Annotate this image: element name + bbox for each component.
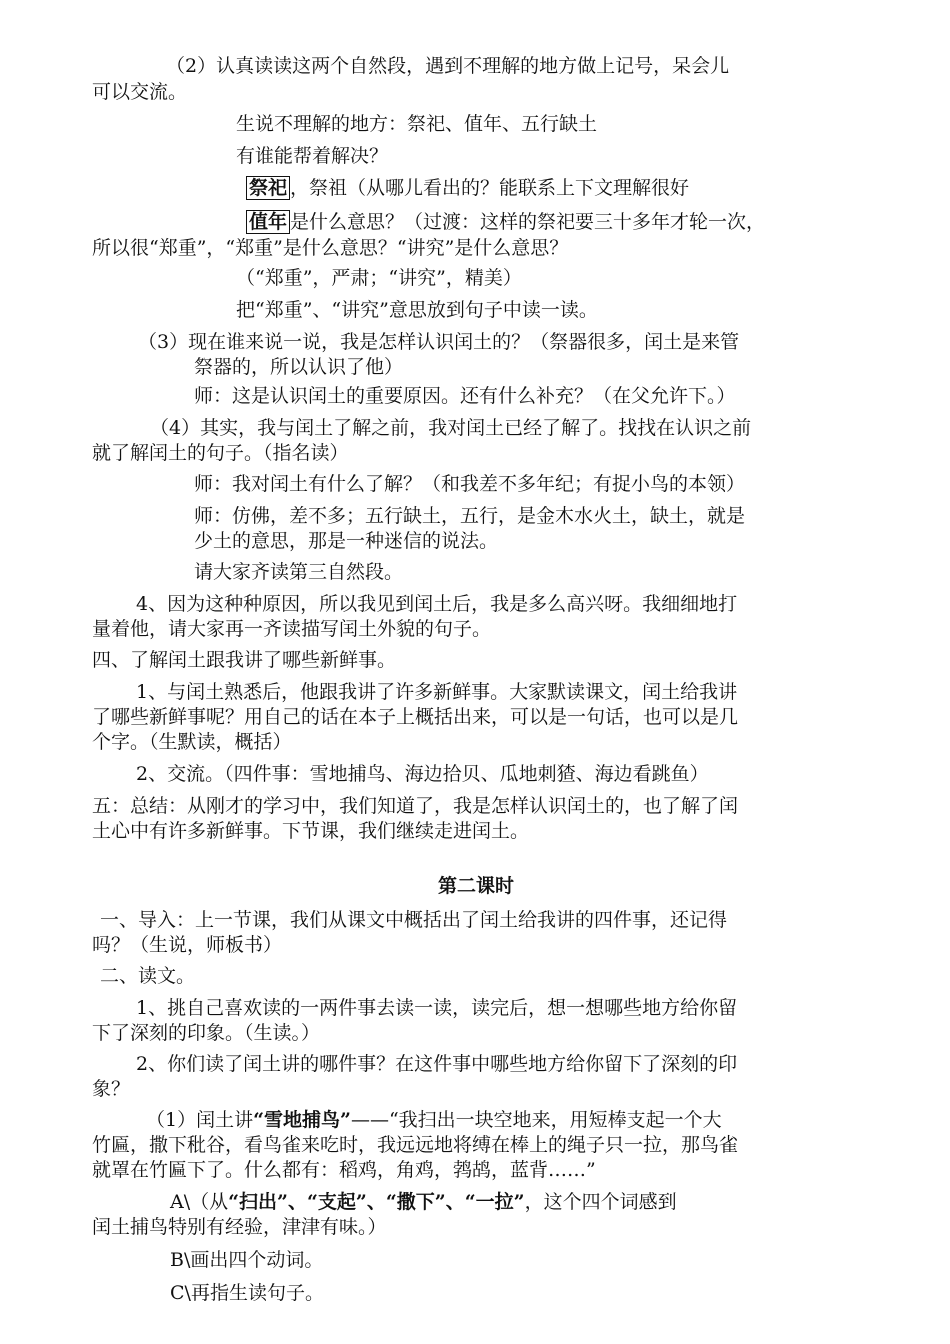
bold-term: “雪地捕鸟” (253, 1109, 351, 1131)
paragraph-line: （1）闰土讲“雪地捕鸟”——“我扫出一块空地来，用短棒支起一个大 (146, 1109, 722, 1131)
paragraph-line: 个字。（生默读，概括） (92, 731, 292, 753)
paragraph-line: 师：我对闰土有什么了解？（和我差不多年纪；有捉小鸟的本领） (194, 473, 746, 495)
paragraph-line: 值年 是什么意思？（过渡：这样的祭祀要三十多年才轮一次， (246, 210, 765, 234)
boxed-term-zhinian: 值年 (246, 210, 290, 234)
paragraph-line: 所以很“郑重”，“郑重”是什么意思？“讲究”是什么意思？ (92, 237, 569, 259)
paragraph-line: 竹匾，撒下秕谷，看鸟雀来吃时，我远远地将缚在棒上的绳子只一拉，那鸟雀 (92, 1134, 739, 1156)
paragraph-line: C\再指生读句子。 (170, 1282, 324, 1304)
paragraph-line: （2）认真读读这两个自然段，遇到不理解的地方做上记号，呆会儿 (166, 55, 730, 77)
paragraph-line: 师：仿佛，差不多；五行缺土，五行，是金木水火土，缺土，就是 (194, 505, 746, 527)
paragraph-line: 2、交流。（四件事：雪地捕鸟、海边拾贝、瓜地刺猹、海边看跳鱼） (136, 763, 709, 785)
paragraph-line: 量着他，请大家再一齐读描写闰土外貌的句子。 (92, 618, 492, 640)
paragraph-line: 闰土捕鸟特别有经验，津津有味。） (92, 1216, 387, 1238)
paragraph-line: 就了解闰土的句子。（指名读） (92, 442, 349, 464)
paragraph-line: 祭器的，所以认识了他） (194, 356, 404, 378)
paragraph-line: 可以交流。 (92, 81, 188, 103)
paragraph-line: 师：这是认识闰土的重要原因。还有什么补充？（在父允许下。） (194, 385, 736, 407)
paragraph-line: 4、因为这种种原因，所以我见到闰土后，我是多么高兴呀。我细细地打 (136, 593, 738, 615)
paragraph-line: 土心中有许多新鲜事。下节课，我们继续走进闰土。 (92, 820, 530, 842)
paragraph-line: 下了深刻的印象。（生读。） (92, 1022, 321, 1044)
paragraph-line: B\画出四个动词。 (170, 1249, 324, 1271)
paragraph-line: 2、你们读了闰土讲的哪件事？在这件事中哪些地方给你留下了深刻的印 (136, 1053, 738, 1075)
paragraph-line: 祭祀 ，祭祖（从哪儿看出的？能联系上下文理解很好 (246, 176, 689, 200)
paragraph-line: 把“郑重”、“讲究”意思放到句子中读一读。 (236, 299, 598, 321)
paragraph-line: 象？ (92, 1078, 131, 1100)
paragraph-line: 有谁能帮着解决？ (236, 145, 389, 167)
boxed-term-jisi: 祭祀 (246, 176, 290, 200)
paragraph-line: （3）现在谁来说一说，我是怎样认识闰土的？（祭器很多，闰土是来管 (138, 331, 740, 353)
paragraph-line: 生说不理解的地方：祭祀、值年、五行缺土 (236, 113, 598, 135)
paragraph-line: 1、挑自己喜欢读的一两件事去读一读，读完后，想一想哪些地方给你留 (136, 997, 738, 1019)
paragraph-line: 五：总结：从刚才的学习中，我们知道了，我是怎样认识闰土的，也了解了闰 (92, 795, 739, 817)
paragraph-line: 一、导入：上一节课，我们从课文中概括出了闰土给我讲的四件事，还记得 (100, 909, 728, 931)
paragraph-line: 少土的意思，那是一种迷信的说法。 (194, 530, 499, 552)
bold-verbs: “扫出”、“支起”、“撒下”、“一拉” (228, 1191, 525, 1213)
paragraph-line: 了哪些新鲜事呢？用自己的话在本子上概括出来，可以是一句话，也可以是几 (92, 706, 739, 728)
paragraph-line: （“郑重”，严肃；“讲究”，精美） (236, 267, 522, 289)
section-heading: 四、了解闰土跟我讲了哪些新鲜事。 (92, 649, 397, 671)
paragraph-line: 吗？（生说，师板书） (92, 934, 283, 956)
paragraph-line: 请大家齐读第三自然段。 (194, 561, 404, 583)
paragraph-line: 1、与闰土熟悉后，他跟我讲了许多新鲜事。大家默读课文，闰土给我讲 (136, 681, 738, 703)
paragraph-line: 就罩在竹匾下了。什么都有：稻鸡，角鸡，鹁鸪，蓝背……” (92, 1159, 596, 1181)
paragraph-line: （4）其实，我与闰土了解之前，我对闰土已经了解了。找找在认识之前 (150, 417, 752, 439)
section-heading: 二、读文。 (100, 965, 196, 987)
paragraph-line: A\（从“扫出”、“支起”、“撒下”、“一拉”，这个四个词感到 (170, 1191, 677, 1213)
lesson-title: 第二课时 (438, 875, 515, 897)
